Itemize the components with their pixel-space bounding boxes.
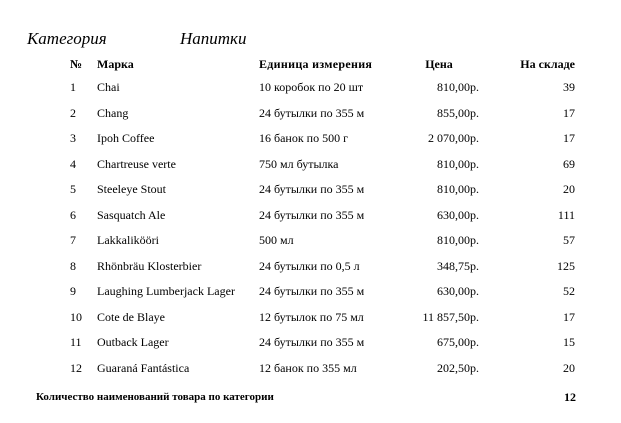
table-row — [62, 152, 575, 178]
row-brand: Ipoh Coffee — [97, 131, 155, 146]
row-price: 348,75р. — [437, 258, 479, 273]
row-brand: Chai — [97, 80, 120, 95]
row-brand: Lakkalikööri — [97, 233, 159, 248]
row-price: 630,00р. — [437, 207, 479, 222]
row-brand: Cote de Blaye — [97, 309, 165, 324]
row-stock: 69 — [563, 156, 575, 171]
row-stock: 20 — [563, 182, 575, 197]
row-stock: 57 — [563, 233, 575, 248]
header-price: Цена — [425, 56, 453, 71]
table-row — [62, 177, 575, 203]
table-header-row — [62, 53, 575, 75]
row-brand: Laughing Lumberjack Lager — [97, 284, 235, 299]
row-price: 630,00р. — [437, 284, 479, 299]
row-number: 5 — [70, 182, 76, 197]
row-unit: 24 бутылки по 355 м — [259, 105, 365, 120]
table-row — [62, 228, 575, 254]
row-stock: 17 — [563, 105, 575, 120]
table-row — [62, 203, 575, 229]
row-number: 3 — [70, 131, 76, 146]
row-brand: Outback Lager — [97, 335, 169, 350]
products-table — [62, 53, 575, 381]
row-stock: 17 — [563, 131, 575, 146]
row-unit: 24 бутылки по 355 м — [259, 284, 365, 299]
row-price: 11 857,50р. — [422, 309, 479, 324]
footer-count: 12 — [564, 390, 576, 404]
footer-label: Количество наименований товара по категории — [36, 391, 274, 403]
row-stock: 20 — [563, 360, 575, 375]
table-row — [62, 254, 575, 280]
row-price: 810,00р. — [437, 80, 479, 95]
header-no: № — [70, 56, 83, 71]
row-brand: Rhönbräu Klosterbier — [97, 258, 202, 273]
row-unit: 750 мл бутылка — [259, 156, 339, 171]
row-brand: Chartreuse verte — [97, 156, 176, 171]
row-number: 12 — [70, 360, 82, 375]
row-number: 10 — [70, 309, 82, 324]
category-value: Напитки — [180, 29, 247, 48]
row-number: 11 — [70, 335, 82, 350]
table-row — [62, 101, 575, 127]
row-stock: 111 — [557, 207, 575, 222]
row-brand: Guaraná Fantástica — [97, 360, 190, 375]
table-row — [62, 126, 575, 152]
row-price: 202,50р. — [437, 360, 479, 375]
row-number: 9 — [70, 284, 76, 299]
header-brand: Марка — [97, 56, 134, 71]
table-row — [62, 305, 575, 331]
row-unit: 24 бутылки по 355 м — [259, 335, 365, 350]
row-unit: 10 коробок по 20 шт — [259, 80, 364, 95]
row-price: 2 070,00р. — [428, 131, 479, 146]
table-row — [62, 330, 575, 356]
row-unit: 24 бутылки по 0,5 л — [259, 258, 360, 273]
row-brand: Sasquatch Ale — [97, 207, 166, 222]
row-number: 1 — [70, 80, 76, 95]
row-price: 810,00р. — [437, 156, 479, 171]
row-unit: 12 банок по 355 мл — [259, 360, 357, 375]
header-stock: На складе — [520, 56, 575, 71]
row-number: 8 — [70, 258, 76, 273]
table-body — [62, 75, 575, 381]
row-unit: 24 бутылки по 355 м — [259, 207, 365, 222]
row-number: 2 — [70, 105, 76, 120]
row-stock: 39 — [563, 80, 575, 95]
row-stock: 17 — [563, 309, 575, 324]
row-unit: 500 мл — [259, 233, 294, 248]
header-unit: Единица измерения — [259, 56, 373, 71]
row-stock: 125 — [557, 258, 575, 273]
row-price: 810,00р. — [437, 233, 479, 248]
row-unit: 24 бутылки по 355 м — [259, 182, 365, 197]
category-label: Категория — [27, 29, 107, 48]
table-row — [62, 279, 575, 305]
row-brand: Chang — [97, 105, 129, 120]
row-number: 6 — [70, 207, 76, 222]
row-stock: 52 — [563, 284, 575, 299]
table-row — [62, 75, 575, 101]
row-unit: 16 банок по 500 г — [259, 131, 349, 146]
row-number: 4 — [70, 156, 76, 171]
row-brand: Steeleye Stout — [97, 182, 166, 197]
row-price: 675,00р. — [437, 335, 479, 350]
row-stock: 15 — [563, 335, 575, 350]
row-price: 810,00р. — [437, 182, 479, 197]
row-unit: 12 бутылок по 75 мл — [259, 309, 364, 324]
table-row — [62, 356, 575, 382]
row-number: 7 — [70, 233, 76, 248]
row-price: 855,00р. — [437, 105, 479, 120]
